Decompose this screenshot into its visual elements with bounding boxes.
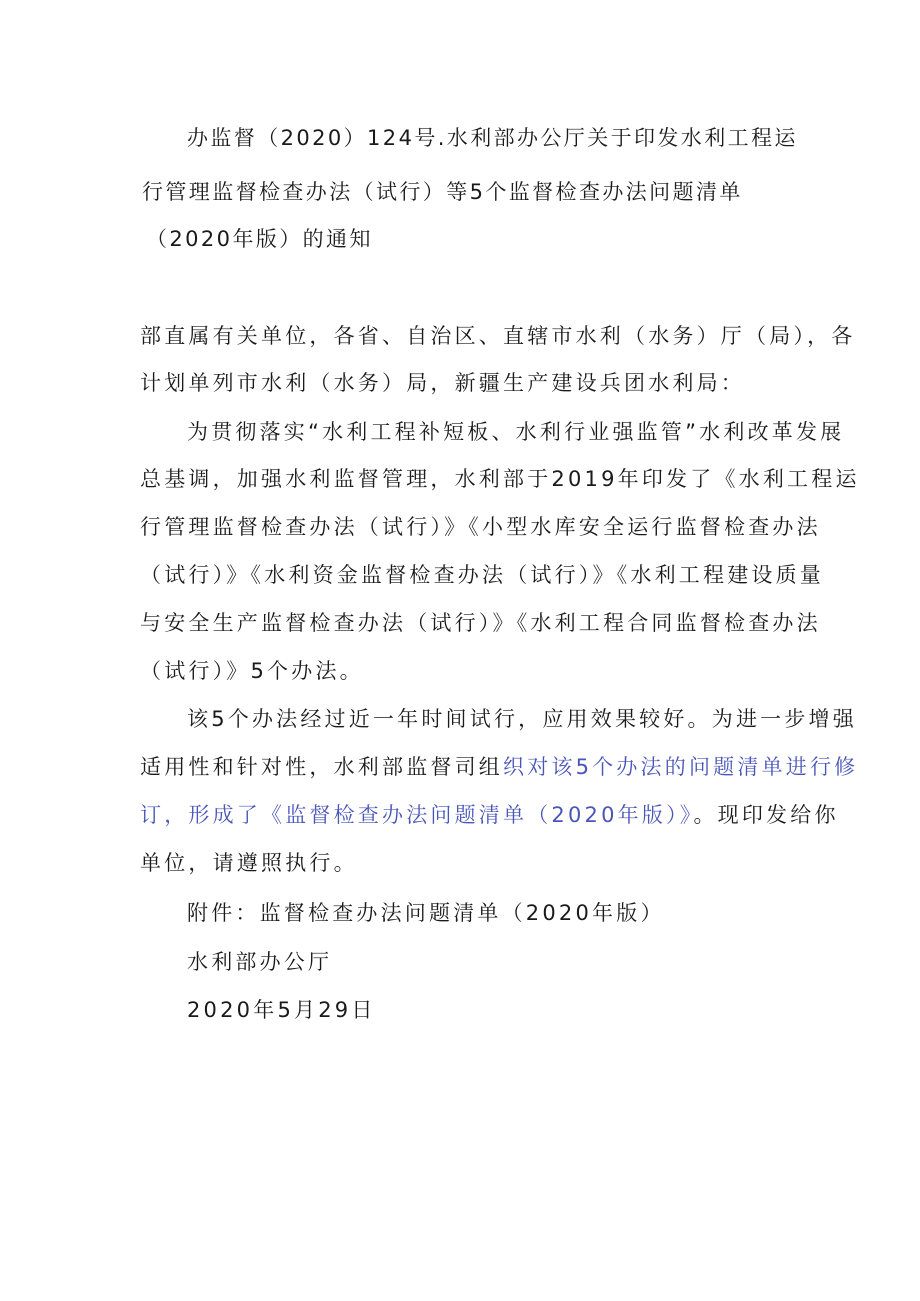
paragraph-1-line-4: （试行）》《水利资金监督检查办法（试行）》《水利工程建设质量 (140, 563, 824, 587)
attachment-note: 附件：监督检查办法问题清单（2020年版） (187, 901, 665, 925)
paragraph-2-line-1: 该5个办法经过近一年时间试行，应用效果较好。为进一步增强 (187, 707, 857, 731)
paragraph-1-line-6: （试行）》5个办法。 (140, 659, 364, 683)
document-title-line-2: 行管理监督检查办法（试行）等5个监督检查办法问题清单 (142, 180, 743, 204)
paragraph-2-line-2 (140, 753, 858, 781)
paragraph-1-line-5: 与安全生产监督检查办法（试行）》《水利工程合同监督检查办法 (140, 611, 821, 635)
paragraph-2-line-3 (140, 801, 839, 829)
paragraph-1-line-1: 为贯彻落实“水利工程补短板、水利行业强监管”水利改革发展 (187, 420, 845, 444)
signature-issuer: 水利部办公厅 (187, 950, 333, 974)
paragraph-1-line-2: 总基调，加强水利监督管理，水利部于2019年印发了《水利工程运 (140, 467, 860, 491)
document-title-line-1: 办监督（2020）124号.水利部办公厅关于印发水利工程运 (187, 126, 798, 150)
addressee-line-2: 计划单列市水利（水务）局，新疆生产建设兵团水利局： (140, 371, 745, 395)
paragraph-1-line-3: 行管理监督检查办法（试行）》《小型水库安全运行监督检查办法 (140, 515, 821, 539)
paragraph-2-line-3-text: 。现印发给你 (693, 803, 839, 827)
issue-date: 2020年5月29日 (187, 998, 376, 1022)
document-title-line-3: （2020年版）的通知 (146, 227, 373, 251)
paragraph-2-line-2-text: 适用性和针对性，水利部监督司组 (140, 755, 503, 779)
paragraph-2-line-3-highlight: 订，形成了《监督检查办法问题清单（2020年版）》 (140, 803, 694, 827)
paragraph-2-line-2-highlight: 织对该5个办法的问题清单进行修 (503, 755, 859, 779)
paragraph-2-line-4: 单位，请遵照执行。 (140, 851, 358, 875)
addressee-line-1: 部直属有关单位，各省、自治区、直辖市水利（水务）厅（局），各 (140, 324, 856, 348)
